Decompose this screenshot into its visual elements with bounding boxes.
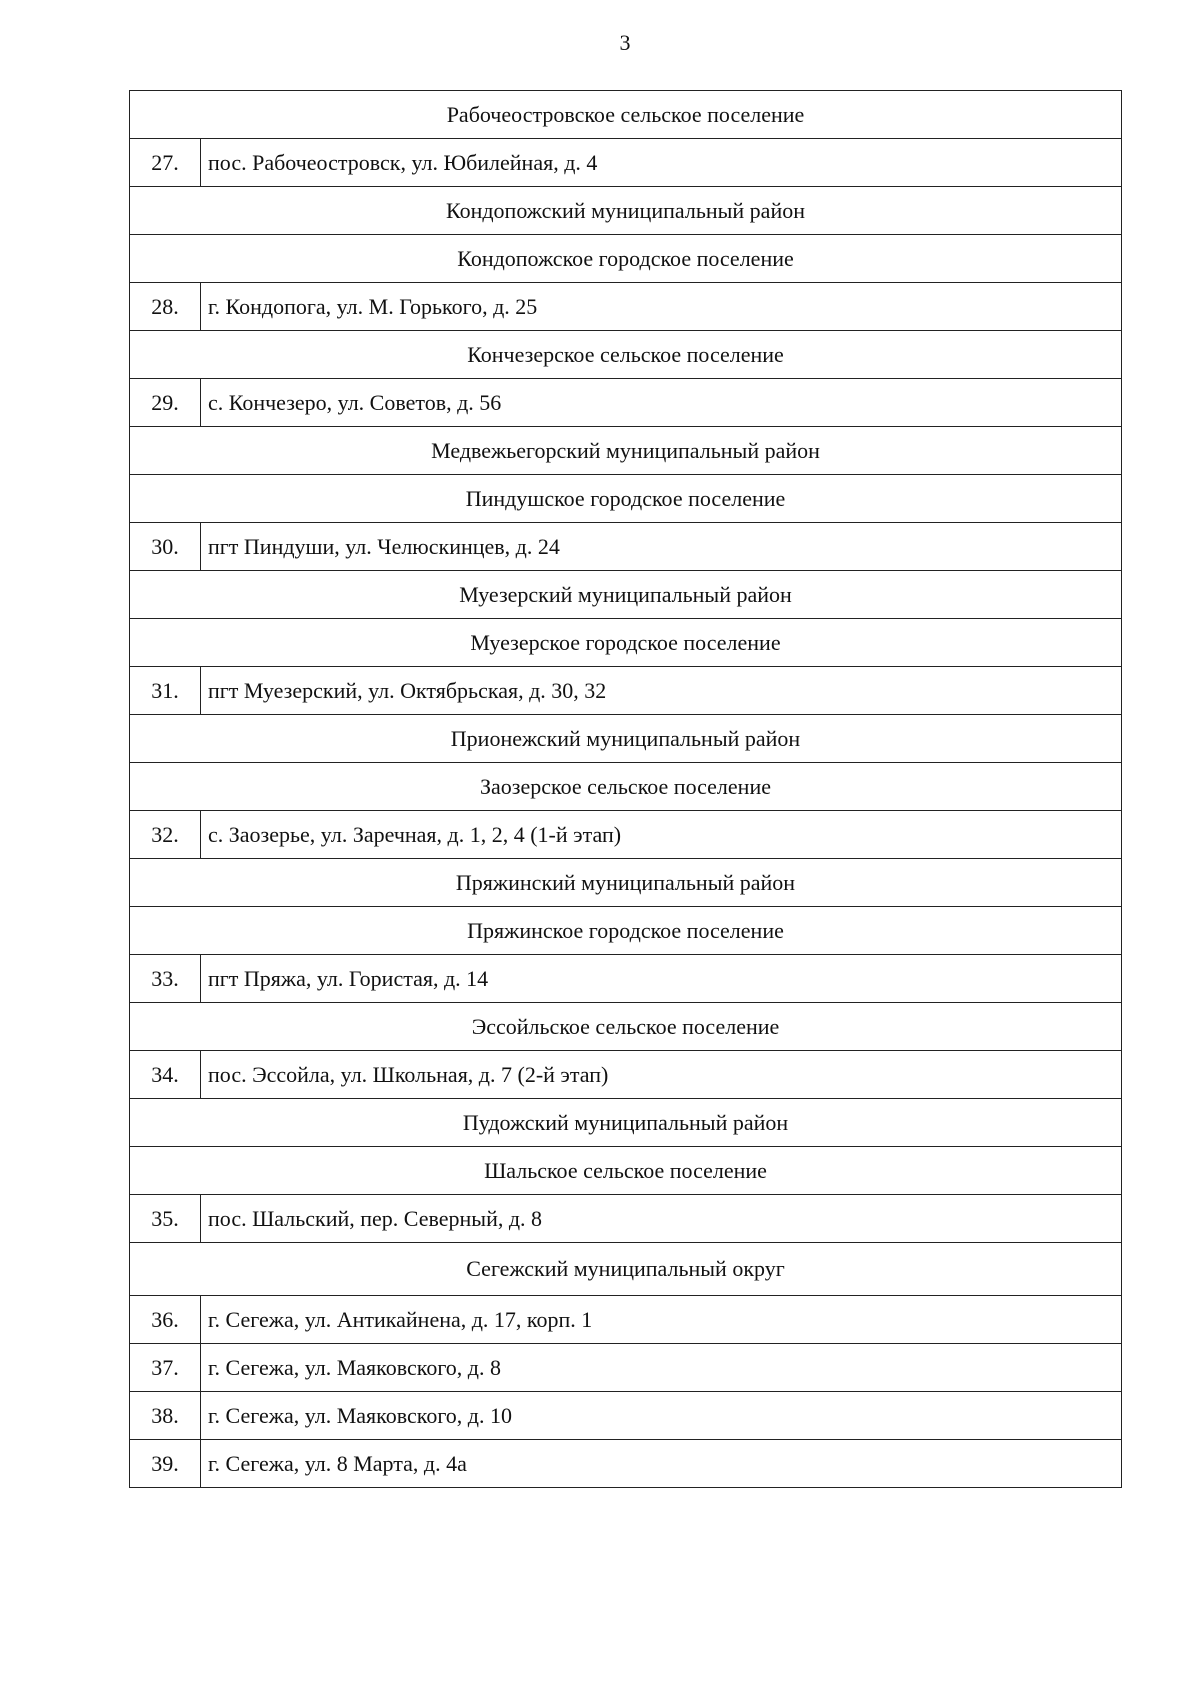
- table-row: [130, 1195, 1122, 1243]
- table-row-heading: [130, 907, 1122, 955]
- table-row-heading: [130, 763, 1122, 811]
- section-heading: Муезерское городское поселение: [130, 619, 1122, 667]
- section-heading: Медвежьегорский муниципальный район: [130, 427, 1122, 475]
- table-row-heading: [130, 331, 1122, 379]
- section-heading: Кондопожское городское поселение: [130, 235, 1122, 283]
- table-row-heading: [130, 715, 1122, 763]
- table-row: [130, 379, 1122, 427]
- address-table: [129, 90, 1122, 1488]
- address-cell: пгт Муезерский, ул. Октябрьская, д. 30, 32: [201, 667, 1122, 715]
- row-number: 38.: [130, 1392, 201, 1440]
- page-number: 3: [619, 30, 631, 55]
- row-number: 34.: [130, 1051, 201, 1099]
- table-row-heading: [130, 187, 1122, 235]
- table-row-heading: [130, 91, 1122, 139]
- section-heading: Кончезерское сельское поселение: [130, 331, 1122, 379]
- table-row: [130, 523, 1122, 571]
- address-cell: пос. Шальский, пер. Северный, д. 8: [201, 1195, 1122, 1243]
- row-number: 30.: [130, 523, 201, 571]
- address-cell: с. Заозерье, ул. Заречная, д. 1, 2, 4 (1-й этап): [201, 811, 1122, 859]
- section-heading: Кондопожский муниципальный район: [130, 187, 1122, 235]
- row-number: 37.: [130, 1344, 201, 1392]
- table-row: [130, 1392, 1122, 1440]
- row-number: 36.: [130, 1296, 201, 1344]
- address-cell: г. Кондопога, ул. М. Горького, д. 25: [201, 283, 1122, 331]
- table-row-heading: [130, 571, 1122, 619]
- table-row-heading: [130, 235, 1122, 283]
- address-cell: г. Сегежа, ул. Антикайнена, д. 17, корп. 1: [201, 1296, 1122, 1344]
- row-number: 33.: [130, 955, 201, 1003]
- table-row-heading: [130, 619, 1122, 667]
- table-row: [130, 667, 1122, 715]
- table-row: [130, 139, 1122, 187]
- table-row-heading: [130, 1099, 1122, 1147]
- table-row-heading: [130, 1003, 1122, 1051]
- address-cell: пгт Пряжа, ул. Гористая, д. 14: [201, 955, 1122, 1003]
- table-row-heading: [130, 859, 1122, 907]
- address-cell: г. Сегежа, ул. Маяковского, д. 10: [201, 1392, 1122, 1440]
- section-heading: Пудожский муниципальный район: [130, 1099, 1122, 1147]
- address-cell: пос. Эссойла, ул. Школьная, д. 7 (2-й этап): [201, 1051, 1122, 1099]
- table-row: [130, 811, 1122, 859]
- table-row: [130, 955, 1122, 1003]
- section-heading: Заозерское сельское поселение: [130, 763, 1122, 811]
- table-row: [130, 1344, 1122, 1392]
- section-heading: Эссойльское сельское поселение: [130, 1003, 1122, 1051]
- section-heading: Пряжинское городское поселение: [130, 907, 1122, 955]
- address-cell: пгт Пиндуши, ул. Челюскинцев, д. 24: [201, 523, 1122, 571]
- address-cell: г. Сегежа, ул. 8 Марта, д. 4а: [201, 1440, 1122, 1488]
- section-heading: Прионежский муниципальный район: [130, 715, 1122, 763]
- row-number: 27.: [130, 139, 201, 187]
- row-number: 29.: [130, 379, 201, 427]
- row-number: 31.: [130, 667, 201, 715]
- section-heading: Шальское сельское поселение: [130, 1147, 1122, 1195]
- address-cell: г. Сегежа, ул. Маяковского, д. 8: [201, 1344, 1122, 1392]
- table-row: [130, 1440, 1122, 1488]
- table-row: [130, 1296, 1122, 1344]
- section-heading: Пиндушское городское поселение: [130, 475, 1122, 523]
- table-row: [130, 283, 1122, 331]
- section-heading: Муезерский муниципальный район: [130, 571, 1122, 619]
- row-number: 35.: [130, 1195, 201, 1243]
- section-heading: Рабочеостровское сельское поселение: [130, 91, 1122, 139]
- row-number: 39.: [130, 1440, 201, 1488]
- address-cell: с. Кончезеро, ул. Советов, д. 56: [201, 379, 1122, 427]
- row-number: 32.: [130, 811, 201, 859]
- address-cell: пос. Рабочеостровск, ул. Юбилейная, д. 4: [201, 139, 1122, 187]
- table-row-heading: [130, 475, 1122, 523]
- table-row-heading: [130, 427, 1122, 475]
- section-heading: Сегежский муниципальный округ: [130, 1243, 1122, 1296]
- table-row-heading: [130, 1243, 1122, 1296]
- section-heading: Пряжинский муниципальный район: [130, 859, 1122, 907]
- row-number: 28.: [130, 283, 201, 331]
- table-row: [130, 1051, 1122, 1099]
- table-row-heading: [130, 1147, 1122, 1195]
